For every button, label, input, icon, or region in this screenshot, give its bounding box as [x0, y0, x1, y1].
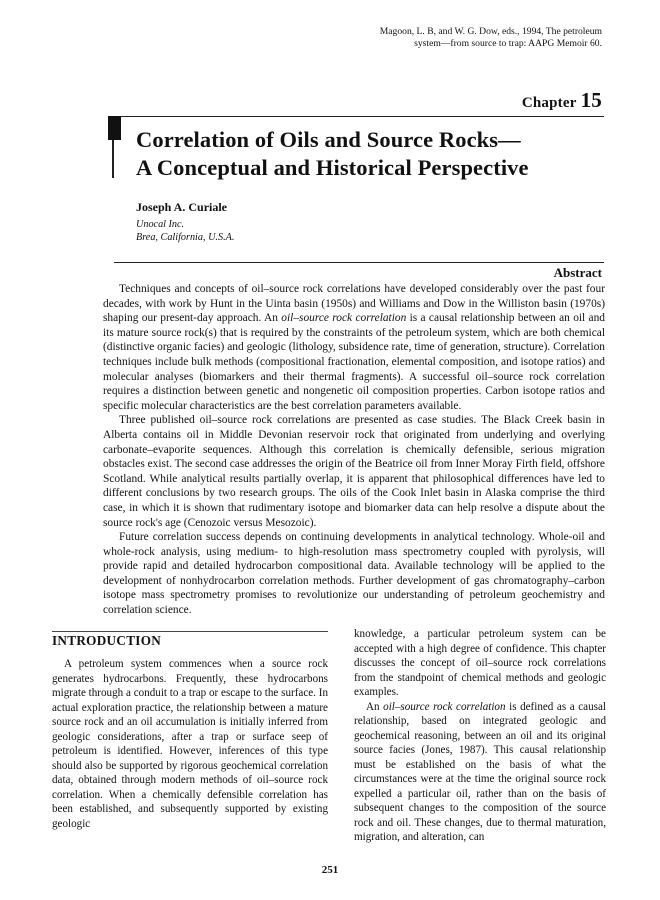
- title-line-1: Correlation of Oils and Source Rocks—: [136, 127, 521, 152]
- abstract-paragraph-2: Three published oil–source rock correlations are presented as case studies. The Black Creek basin in Alberta contains oil in Middle Devonian reservoir rock that originated from underlying and overlying carbonate–evaporite sequences. Although this correlation is chemically defensible, serious migration obstacles exist. The second case addresses the origin of the Beatrice oil from Inner Moray Firth field, offshore Scotland. While analytical results partially overlap, it is apparent that philosophical differences have led to different conclusions by two research groups. The oils of the Cook Inlet basin in Alaska comprise the third case, in which it is shown that rudimentary isotope and biomarker data can help resolve a dispute about the source rock's age (Cenozoic versus Mesozoic).: [103, 414, 605, 529]
- page-number: 251: [321, 864, 339, 876]
- chapter-number: 15: [580, 88, 602, 112]
- author-affiliation: [136, 218, 234, 244]
- chapter-label: [522, 88, 602, 113]
- abstract-rule: [114, 262, 604, 263]
- decorative-bar: [112, 140, 114, 178]
- intro-paragraph-1: A petroleum system commences when a source rock generates hydrocarbons. Frequently, these hydrocarbons migrate through a conduit to a trap or escape to the surface. In actual exploration practice, the relationship between a mature source rock and an oil accumulation is initially inferred from geologic considerations, after a trap or surface seep of petroleum is identified. However, inferences of this type should also be supported by rigorous geochemical correlation data, obtained through modern methods of oil–source rock correlation. When a chemically defensible correlation has been established, and subsequently supported by existing geologic: [52, 658, 328, 830]
- citation-block: [272, 26, 602, 50]
- introduction-rule: [52, 631, 328, 632]
- introduction-heading: INTRODUCTION: [52, 633, 162, 648]
- intro-paragraph-continued: knowledge, a particular petroleum system can be accepted with a high degree of confidence. This chapter discusses the concept of oil–source rock correlations from the standpoint of chemical methods and geologic examples.: [354, 628, 606, 698]
- paper-title: [136, 126, 606, 182]
- left-column: [52, 657, 328, 831]
- right-column: [354, 627, 606, 845]
- abstract-paragraph-1: Techniques and concepts of oil–source rock correlations have developed considerably over the past four decades, with work by Hunt in the Uinta basin (1950s) and Williams and Dow in the Williston basin (1970s) shaping our present-day approach. An oil–source rock correlation is a causal relationship between an oil and its mature source rock(s) that is required by the constraints of the petroleum system, which are both chemical (distinctive organic facies) and geologic (lithology, subsidence rate, time of generation, structure). Correlation techniques include bulk methods (compositional fractionation, elemental composition, and isotope ratios) and molecular analyses (biomarkers and their thermal fragments). A successful oil–source rock correlation requires a distinction between genetic and nongenetic oil composition properties. Carbon isotope ratios and specific molecular characteristics are the best correlation parameters available.: [103, 283, 605, 412]
- chapter-word: Chapter: [521, 95, 577, 111]
- affiliation-org: Unocal Inc.: [136, 219, 185, 230]
- abstract-body: [103, 282, 605, 618]
- abstract-heading: Abstract: [553, 265, 602, 280]
- citation-line-1: Magoon, L. B, and W. G. Dow, eds., 1994, The petroleum: [379, 26, 602, 37]
- abstract-paragraph-3: Future correlation success depends on continuing developments in analytical technology. Whole-oil and whole-rock analysis, using medium- to high-resolution mass spectrometry coupled with pyrolysis, will provide rapid and detailed hydrocarbon compositional data. Available technology will be applied to the development of nonhydrocarbon correlation methods. Further development of gas chromatography–carbon isotope mass spectrometry promises to revolutionize our understanding of petroleum geochemistry and correlation science.: [103, 531, 605, 617]
- title-line-2: A Conceptual and Historical Perspective: [136, 155, 529, 180]
- intro-paragraph-2: An oil–source rock correlation is defined as a causal relationship, based on integrated geologic and geochemical reasoning, between an oil and its original source facies (Jones, 1987). This causal relationship must be established on the basis of what the circumstances were at the time the original source rock expelled a particular oil, rather than on the basis of subsequent changes to the composition of the source rock and oil. These changes, due to thermal maturation, migration, and alteration, can: [354, 700, 606, 843]
- top-rule: [112, 116, 604, 117]
- author-name: Joseph A. Curiale: [136, 200, 228, 214]
- citation-line-2: system—from source to trap: AAPG Memoir 60.: [414, 38, 602, 49]
- affiliation-location: Brea, California, U.S.A.: [136, 232, 235, 243]
- decorative-block: [108, 116, 121, 140]
